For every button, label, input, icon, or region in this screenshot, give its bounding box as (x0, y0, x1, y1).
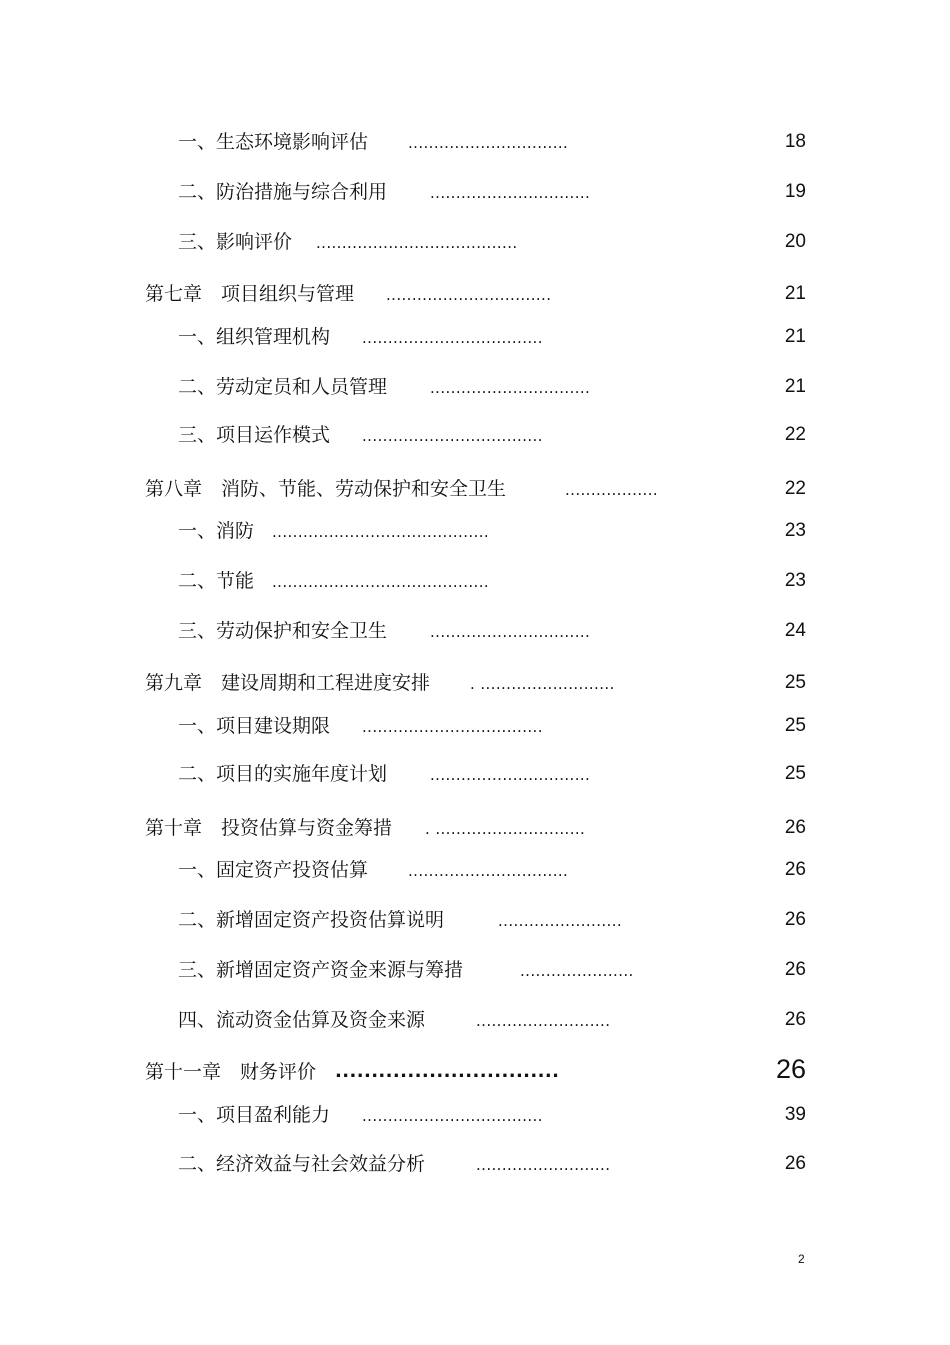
toc-leader-dots: .......................... (476, 1156, 611, 1174)
toc-leader-dots: ................................ (386, 286, 552, 304)
toc-item[interactable] (0, 1150, 950, 1180)
toc-item[interactable] (0, 373, 950, 403)
toc-item[interactable] (0, 617, 950, 647)
toc-title: 二、防治措施与综合利用 (178, 181, 388, 203)
toc-leader-dots: .......................... (476, 1012, 611, 1030)
toc-item[interactable] (0, 421, 950, 451)
toc-title: 一、项目建设期限 (178, 715, 331, 737)
toc-page-number: 23 (784, 570, 806, 591)
toc-leader-dots: ............................... (408, 862, 569, 880)
toc-item[interactable] (0, 906, 950, 936)
toc-leader-dots: . ............................. (425, 820, 586, 838)
toc-page-number: 23 (784, 520, 806, 541)
toc-page-number: 26 (784, 1153, 806, 1174)
toc-page-number: 26 (784, 1009, 806, 1030)
toc-title: 一、固定资产投资估算 (178, 859, 369, 881)
toc-leader-dots: ............................... (408, 134, 569, 152)
toc-title: 二、新增固定资产投资估算说明 (178, 909, 445, 931)
toc-leader-dots: ....................................... (316, 234, 518, 252)
toc-page-number: 26 (784, 859, 806, 880)
toc-leader-dots: ............................... (430, 379, 591, 397)
toc-leader-dots: ................................... (362, 718, 543, 736)
toc-title: 二、经济效益与社会效益分析 (178, 1153, 426, 1175)
toc-leader-dots: ................................... (362, 329, 543, 347)
toc-leader-dots: .......................................... (272, 573, 490, 591)
toc-leader-dots: ............................... (430, 184, 591, 202)
toc-title: 二、项目的实施年度计划 (178, 763, 388, 785)
toc-page-number: 22 (784, 424, 806, 445)
toc-leader-dots: ............................... (430, 623, 591, 641)
toc-chapter-title: 第十章 投资估算与资金筹措 (145, 817, 393, 839)
toc-item[interactable] (0, 517, 950, 547)
toc-item[interactable] (0, 760, 950, 790)
toc-title: 三、项目运作模式 (178, 424, 331, 446)
toc-leader-dots: ................................... (362, 427, 543, 445)
toc-item[interactable] (0, 1101, 950, 1131)
toc-page-number: 21 (784, 326, 806, 347)
toc-title: 三、新增固定资产资金来源与筹措 (178, 959, 464, 981)
toc-page-number: 25 (784, 763, 806, 784)
page-number: 2 (798, 1252, 805, 1266)
toc-item[interactable] (0, 228, 950, 258)
toc-page-number: 22 (784, 478, 806, 499)
toc-leader-dots: ........................ (498, 912, 623, 930)
toc-page-number: 26 (775, 1054, 806, 1084)
toc-title: 三、劳动保护和安全卫生 (178, 620, 388, 642)
toc-leader-dots: .................. (565, 481, 659, 499)
toc-page-number: 19 (784, 181, 806, 202)
toc-item[interactable] (0, 1006, 950, 1036)
toc-title: 一、项目盈利能力 (178, 1104, 331, 1126)
toc-page-number: 25 (784, 672, 806, 693)
toc-page-number: 39 (784, 1104, 806, 1125)
toc-page-number: 26 (784, 909, 806, 930)
toc-section[interactable] (0, 669, 950, 699)
toc-section[interactable] (0, 475, 950, 505)
toc-chapter-title: 第九章 建设周期和工程进度安排 (145, 672, 431, 694)
toc-leader-dots: ...................... (520, 962, 634, 980)
toc-chapter-title: 第十一章 财务评价 (145, 1061, 317, 1083)
toc-item[interactable] (0, 323, 950, 353)
toc-item[interactable] (0, 567, 950, 597)
toc-item[interactable] (0, 712, 950, 742)
toc-leader-dots: ............................... (335, 1061, 560, 1082)
toc-section[interactable] (0, 1054, 950, 1088)
toc-title: 三、影响评价 (178, 231, 293, 253)
toc-title: 二、节能 (178, 570, 255, 592)
toc-page-number: 21 (784, 376, 806, 397)
toc-page-number: 26 (784, 817, 806, 838)
toc-page-number: 24 (784, 620, 806, 641)
toc-title: 一、生态环境影响评估 (178, 131, 369, 153)
toc-page-number: 26 (784, 959, 806, 980)
toc-title: 四、流动资金估算及资金来源 (178, 1009, 426, 1031)
toc-page-number: 21 (784, 283, 806, 304)
toc-leader-dots: ............................... (430, 766, 591, 784)
toc-page-number: 18 (784, 131, 806, 152)
toc-item[interactable] (0, 856, 950, 886)
toc-leader-dots: ................................... (362, 1107, 543, 1125)
toc-item[interactable] (0, 128, 950, 158)
toc-title: 一、消防 (178, 520, 255, 542)
toc-leader-dots: .......................................... (272, 523, 490, 541)
toc-item[interactable] (0, 178, 950, 208)
toc-title: 二、劳动定员和人员管理 (178, 376, 388, 398)
toc-page-number: 20 (784, 231, 806, 252)
toc-item[interactable] (0, 956, 950, 986)
toc-title: 一、组织管理机构 (178, 326, 331, 348)
toc-section[interactable] (0, 814, 950, 844)
toc-page-number: 25 (784, 715, 806, 736)
toc-leader-dots: . .......................... (470, 675, 615, 693)
toc-chapter-title: 第八章 消防、节能、劳动保护和安全卫生 (145, 478, 507, 500)
toc-chapter-title: 第七章 项目组织与管理 (145, 283, 355, 305)
toc-section[interactable] (0, 280, 950, 310)
